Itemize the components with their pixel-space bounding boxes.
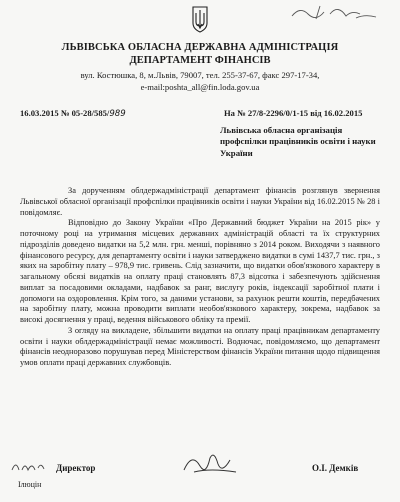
signatory-name: О.І. Демків	[312, 463, 359, 473]
paragraph-1: За дорученням облдержадміністрації департамент фінансів розглянув звернення Львівської обласної організації профспілки працівників освіти і науки України від 16.02.2015 № 28 і повідомляє.	[20, 186, 380, 217]
outgoing-registration	[20, 108, 126, 119]
department-name: ДЕПАРТАМЕНТ ФІНАНСІВ	[129, 55, 271, 66]
executor-note: Ілюцін	[18, 480, 42, 489]
email-line: e-mail:poshta_all@fin.loda.gov.ua	[140, 82, 260, 92]
address-line: вул. Костюшка, 8, м.Львів, 79007, тел. 255-37-67, факс 297-17-34,	[80, 70, 320, 80]
signature-title: Директор	[56, 463, 96, 473]
incoming-reference: На № 27/8-2296/0/1-15 від 16.02.2015	[224, 108, 363, 118]
outgoing-handwritten-number: 989	[109, 109, 126, 119]
letter-body	[20, 186, 380, 369]
paragraph-3: З огляду на викладене, збільшити видатки на оплату праці працівникам департаменту освіти і науки облдержадміністрації немає можливості. Водночас, повідомляємо, що департамент фінансів неодноразово порушував перед Міністерством фінансів України питання щодо підвищення умов оплати праці державних службовців.	[20, 325, 380, 367]
outgoing-number: 16.03.2015 № 05-28/585/	[20, 108, 110, 118]
director-signature	[180, 450, 240, 478]
addressee: Львівська обласна організація профспілки працівників освіти і науки України	[220, 125, 376, 158]
handwritten-initials	[10, 458, 46, 474]
handwritten-resolution-mark	[290, 2, 380, 22]
org-name: ЛЬВІВСЬКА ОБЛАСНА ДЕРЖАВНА АДМІНІСТРАЦІЯ	[61, 42, 339, 53]
paragraph-2: Відповідно до Закону України «Про Державний бюджет України на 2015 рік» у поточному році на утримання місцевих державних адміністрацій області та їх структурних підрозділів доведено видатки на 5,2 млн. грн. менші, порівняно з 2014 роком. Виходячи з наявного фінансового ресурсу, для департаменту освіти і науки затверджено видатки в сумі 1437,7 тис. грн., з яких на заробітну плату – 978,9 тис. гривень. Слід зазначити, що видатки обов'язкового характеру в загальному обсязі видатків на оплату праці становлять 87,3 відсотка і забезпечують здійснення виплат за посадовими окладами, надбавок за ранг, вислугу років, індексації заробітної плати і допомоги на оздоровлення. Крім того, за даними установи, за рахунок решти коштів, передбачених на заробітну плату, можна проводити виплати необов'язкового характеру, зокрема, надбавок за високі досягнення у праці, ведення військового обліку та премії.	[20, 218, 380, 324]
coat-of-arms-icon	[192, 6, 208, 33]
